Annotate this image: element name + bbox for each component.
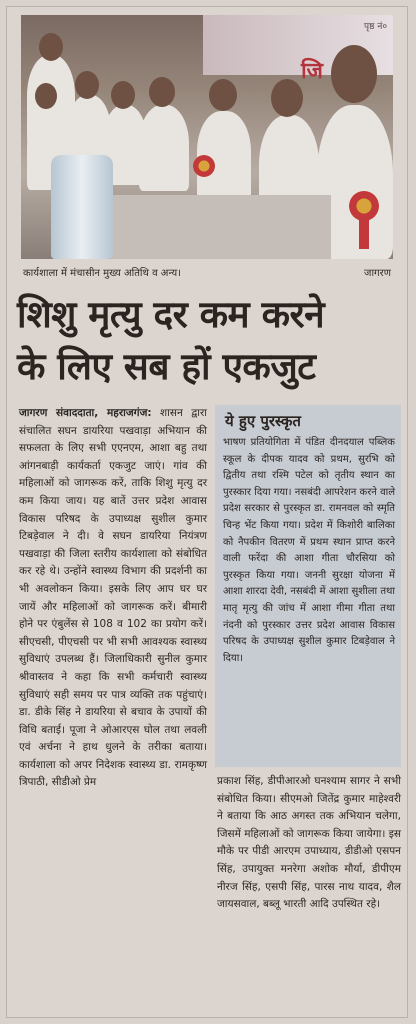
photo-caption [21,265,393,281]
person-head [39,33,63,61]
headline-line-2: के लिए सब हों एकजुट [17,345,316,388]
headline-line-1: शिशु मृत्यु दर कम करने [17,293,325,336]
stage-table [111,195,331,259]
badge-rosette [193,155,215,177]
sidebar-body: भाषण प्रतियोगिता में पंडित दीनदयाल पब्लिक स्कूल के दीपक यादव को प्रथम, सुरभि को द्वितीय तथा रश्मि पटेल को तृतीय स्थान का पुरस्कार दिया गया। नसबंदी आपरेशन करने वाले प्रदेश सरकार से पुरस्कृत डा. रामनवल को स्मृति चिन्ह भेंट किया गया। प्रदेश में किशोरी बालिका को नैपकीन वितरण में प्रथम स्थान प्राप्त करने वाली फरेंदा की आशा गीता चौरसिया को पुरस्कृत किया गया। जननी सुरक्षा योजना में आशा शारदा देवी, नसबंदी में आशा सुशीला तथा मातृ मृत्यु की जांच में आशा गीमा गीता तथा नंदनी को पुरस्कार उत्तर प्रदेश आवास विकास परिषद के उपाध्यक्ष सुशील कुमार टिबड़ेवाल ने दिया। [223,437,395,664]
badge-ribbon [359,219,369,249]
headline [17,289,401,393]
award-sidebar [215,405,401,767]
person-head [75,71,99,99]
event-photo [21,15,393,259]
caption-credit: जागरण [364,268,391,279]
person-head [209,79,237,111]
person [139,105,189,191]
person-head [35,83,57,109]
article-left-column [19,405,207,792]
person-head [149,77,175,107]
banner-text: पृष्ठ नं० [364,22,387,32]
article-left-body: शासन द्वारा संचालित सघन डायरिया पखवाड़ा अभियान की सफलता के लिए सभी एएनएम, आशा बहु तथा आंगनबाड़ी कार्यकर्ता एकजुट जाएं। गांव की महिलाओं को जागरूक करें, ताकि शिशु मृत्यु दर कम किया जाय। यह बातें उत्तर प्रदेश आवास विकास परिषद के उपाध्यक्ष सुशील कुमार टिबड़ेवाल ने दी। वे सघन डायरिया नियंत्रण पखवाड़ा की जिला स्तरीय कार्यशाला को संबोधित कर रहे थे। उन्होंने स्वास्थ्य विभाग की प्रदर्शनी का भी अवलोकन किया। इसके लिए आप घर घर जायें और महिलाओं को जागरूक करें। बीमारी होने पर एंबुलेंस से 108 व 102 का प्रयोग करें। सीएचसी, पीएचसी पर भी सभी आवश्यक स्वास्थ्य सुविधाएं उपलब्ध हैं। जिलाधिकारी सुनील कुमार श्रीवास्तव ने कहा कि सभी कर्मचारी स्वास्थ्य सुविधाएं सही समय पर पात्र व्यक्ति तक पहुंचाएं। डा. डीके सिंह ने डायरिया से बचाव के उपायों की विधि बताई। पूजा ने ओआरएस घोल तथा लवली एवं अर्चना ने हाथ धुलने के तरीका बताया। कार्यशाला को अपर निदेशक स्वास्थ्य डा. रामकृष्ण त्रिपाठी, सीडीओ प्रेम [19,407,207,789]
banner-fragment: जि [300,59,323,84]
dateline: जागरण संवाददाता, महराजगंज: [19,407,152,419]
badge-rosette [349,191,379,221]
person-head [331,45,377,103]
sidebar-title: ये हुए पुरस्कृत [225,412,301,430]
newspaper-clipping [6,6,408,1018]
water-bottle [51,155,113,259]
person-head [271,79,303,117]
person-head [111,81,135,109]
article-right-column: प्रकाश सिंह, डीपीआरओ घनश्याम सागर ने सभी संबोधित किया। सीएमओ जितेंद्र कुमार माहेश्वरी ने बताया कि आठ अगस्त तक अभियान चलेगा, जिसमें महिलाओं को जागरूक किया जायेगा। इस मौके पर पीडी आरएम उपाध्याय, डीडीओ एसपन सिंह, उपायुक्त मनरेगा अशोक मौर्या, डीपीएम नीरज सिंह, एसपी सिंह, पारस नाथ यादव, शैल जायसवाल, बब्लू भारती आदि उपस्थित रहे। [217,775,401,911]
caption-text: कार्यशाला में मंचासीन मुख्य अतिथि व अन्य। [23,268,181,279]
